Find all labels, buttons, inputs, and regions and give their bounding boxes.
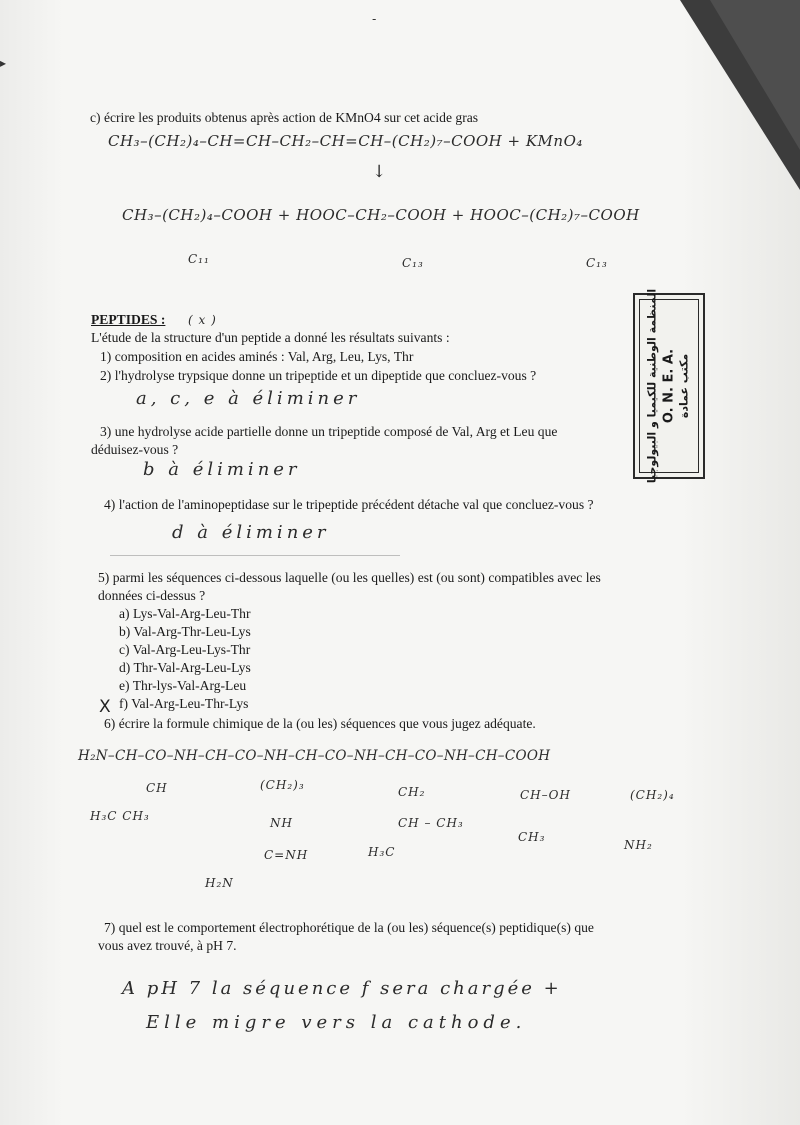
peptides-title: PEPTIDES :: [91, 312, 166, 327]
answer-3: b à éliminer: [143, 459, 301, 480]
stamp-line-1: المنظمة الوطنية للكيميا و البيولوجيا: [645, 288, 659, 484]
stamp-text: [645, 289, 692, 483]
question-3-line1: 3) une hydrolyse acide partielle donne un tripeptide composé de Val, Arg et Leu que: [100, 424, 558, 439]
option-e: e) Thr-lys-Val-Arg-Leu: [119, 678, 247, 693]
option-d: d) Thr-Val-Arg-Leu-Lys: [119, 660, 251, 675]
leucine-ch: CH – CH₃: [398, 816, 464, 830]
oxidation-products: CH₃–(CH₂)₄–COOH + HOOC–CH₂–COOH + HOOC–(CH₂)₇–COOH: [122, 206, 640, 224]
question-7-line2: vous avez trouvé, à pH 7.: [98, 938, 237, 953]
question-3-line2: déduisez-vous ?: [91, 442, 179, 457]
arginine-nh: NH: [270, 816, 293, 830]
question-2: 2) l'hydrolyse trypsique donne un tripeptide et un dipeptide que concluez-vous ?: [100, 368, 537, 383]
question-1: 1) composition en acides aminés : Val, Arg, Leu, Lys, Thr: [100, 349, 414, 364]
carbon-count-2: C₁₃: [402, 256, 424, 270]
stamp-line-2: O. N. E. A.: [661, 348, 677, 424]
answer-7-line2: Elle migre vers la cathode.: [146, 1012, 527, 1033]
top-mark: -: [372, 12, 377, 26]
answer-2: a, c, e à éliminer: [136, 388, 361, 409]
carbon-count-3: C₁₃: [586, 256, 608, 270]
selected-cross-mark: X: [99, 697, 111, 717]
threonine-methyl: CH₃: [518, 830, 546, 844]
question-4: 4) l'action de l'aminopeptidase sur le tripeptide précédent détache val que concluez-vous ?: [104, 497, 594, 512]
answer-4: d à éliminer: [172, 522, 330, 543]
left-edge-mark: ▸: [0, 56, 7, 70]
reaction-arrow: ↓: [372, 162, 389, 182]
question-6: 6) écrire la formule chimique de la (ou les) séquences que vous jugez adéquate.: [104, 716, 536, 731]
answer-7-line1: A pH 7 la séquence f sera chargée +: [122, 978, 562, 999]
option-f: f) Val-Arg-Leu-Thr-Lys: [119, 696, 249, 711]
peptides-intro: L'étude de la structure d'un peptide a donné les résultats suivants :: [91, 330, 450, 345]
question-7-line1: 7) quel est le comportement électrophorétique de la (ou les) séquence(s) peptidique(s) que: [104, 920, 594, 935]
official-stamp: [633, 288, 705, 484]
carbon-count-1: C₁₁: [188, 252, 210, 266]
page-corner-highlight: [710, 0, 800, 150]
arginine-chain: (CH₂)₃: [260, 778, 305, 792]
option-c: c) Val-Arg-Leu-Lys-Thr: [119, 642, 251, 657]
question-5-line1: 5) parmi les séquences ci-dessous laquelle (ou les quelles) est (ou sont) compatibles avec les: [98, 570, 601, 585]
stamp-line-3: مكتب عمادة: [677, 353, 691, 419]
answer-underline: [110, 555, 400, 556]
leucine-ch2: CH₂: [398, 785, 426, 799]
lysine-chain: (CH₂)₄: [630, 788, 675, 802]
arginine-guanidino: C=NH: [264, 848, 309, 862]
fatty-acid-formula: CH₃–(CH₂)₄–CH=CH–CH₂–CH=CH–(CH₂)₇–COOH + KMnO₄: [108, 132, 583, 150]
lysine-amine: NH₂: [624, 838, 653, 852]
option-a: a) Lys-Val-Arg-Leu-Thr: [119, 606, 251, 621]
valine-methyls: H₃C CH₃: [90, 809, 150, 823]
peptide-backbone: H₂N–CH–CO–NH–CH–CO–NH–CH–CO–NH–CH–CO–NH–CH–COOH: [78, 748, 551, 764]
question-5-line2: données ci-dessus ?: [98, 588, 206, 603]
arginine-amine: H₂N: [205, 876, 234, 890]
leucine-methyl: H₃C: [368, 845, 396, 859]
peptides-score: ( x ): [188, 313, 217, 327]
question-c: c) écrire les produits obtenus après action de KMnO4 sur cet acide gras: [90, 110, 479, 125]
option-b: b) Val-Arg-Thr-Leu-Lys: [119, 624, 251, 639]
valine-side-chain: CH: [146, 781, 168, 795]
threonine-choh: CH–OH: [520, 788, 571, 802]
